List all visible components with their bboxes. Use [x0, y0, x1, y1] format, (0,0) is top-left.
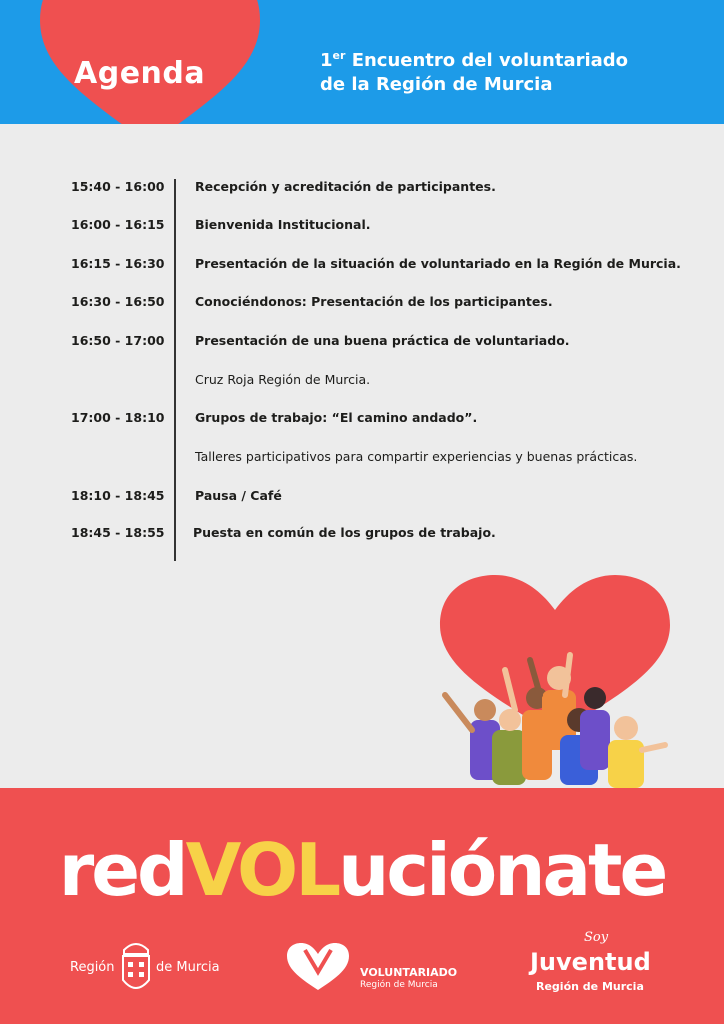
agenda-row [0, 329, 724, 353]
logo-vol-title: VOLUNTARIADO [360, 966, 458, 979]
brand-part-red: red [58, 828, 186, 912]
agenda-time: 18:45 - 18:55 [71, 525, 165, 540]
agenda-row [0, 368, 724, 392]
logo-vol-sub: Región de Murcia [360, 980, 438, 990]
agenda-row [0, 445, 724, 469]
logo-region-left: Región [70, 960, 115, 975]
header-banner [0, 0, 724, 124]
logo-region-murcia [70, 938, 240, 998]
agenda-time: 18:10 - 18:45 [71, 488, 165, 503]
agenda-desc: Pausa / Café [195, 488, 282, 503]
agenda-desc: Conociéndonos: Presentación de los participantes. [195, 294, 553, 309]
agenda-row [0, 521, 724, 545]
agenda-desc: Puesta en común de los grupos de trabajo. [193, 525, 496, 540]
agenda-row [0, 406, 724, 430]
agenda-desc: Presentación de una buena práctica de voluntariado. [195, 333, 570, 348]
agenda-time: 16:00 - 16:15 [71, 217, 165, 232]
logo-juv-sub: Región de Murcia [536, 980, 644, 993]
brand-wordmark [0, 828, 724, 912]
agenda-time: 15:40 - 16:00 [71, 179, 165, 194]
agenda-row [0, 175, 724, 199]
event-title [320, 44, 628, 97]
agenda-desc: Presentación de la situación de voluntariado en la Región de Murcia. [195, 256, 681, 271]
agenda-desc: Talleres participativos para compartir experiencias y buenas prácticas. [195, 449, 638, 464]
event-title-line1: Encuentro del voluntariado [345, 50, 629, 71]
agenda-row [0, 290, 724, 314]
agenda-title: Agenda [74, 56, 206, 91]
agenda-row [0, 252, 724, 276]
voluntariado-heart-icon [285, 942, 351, 992]
agenda-row [0, 213, 724, 237]
footer-banner [0, 788, 724, 1024]
agenda-row [0, 484, 724, 508]
event-title-sup: er [332, 49, 346, 62]
event-title-prefix: 1 [320, 50, 333, 71]
agenda-time: 17:00 - 18:10 [71, 410, 165, 425]
agenda-time: 16:30 - 16:50 [71, 294, 165, 309]
volunteers-illustration [430, 570, 680, 790]
logo-juv-soy: Soy [584, 930, 609, 945]
agenda-time: 16:50 - 17:00 [71, 333, 165, 348]
brand-part-ucionate: uciónate [338, 828, 666, 912]
agenda-desc: Bienvenida Institucional. [195, 217, 371, 232]
agenda-time: 16:15 - 16:30 [71, 256, 165, 271]
logo-voluntariado [285, 938, 465, 998]
agenda-desc: Grupos de trabajo: “El camino andado”. [195, 410, 478, 425]
logo-juv-title: Juventud [530, 948, 651, 976]
logo-region-right: de Murcia [156, 960, 220, 975]
event-title-line2: de la Región de Murcia [320, 74, 553, 95]
coat-of-arms-icon [120, 938, 152, 998]
agenda-desc: Cruz Roja Región de Murcia. [195, 372, 371, 387]
logo-juventud [528, 928, 668, 1003]
brand-part-vol: VOL [185, 828, 339, 912]
agenda-desc: Recepción y acreditación de participantes. [195, 179, 496, 194]
